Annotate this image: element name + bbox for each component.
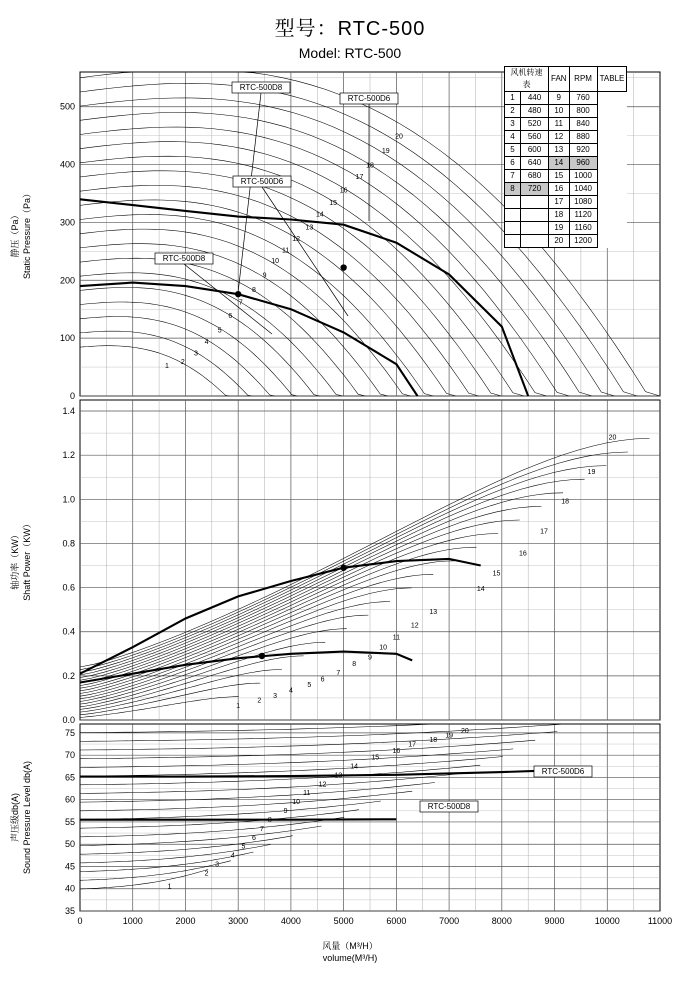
- table-cell-spacer: [597, 157, 627, 170]
- x-tick-label: 9000: [544, 916, 565, 926]
- curve-number-label: 12: [410, 622, 419, 630]
- table-cell: 1000: [569, 170, 597, 183]
- table-cell: [521, 235, 549, 248]
- table-cell: 640: [521, 157, 549, 170]
- curve-number-label: 17: [540, 528, 548, 536]
- y-tick-label: 55: [64, 816, 75, 827]
- curve-number-label: 6: [320, 676, 325, 684]
- table-cell: 1160: [569, 222, 597, 235]
- curve-number-label: 1: [236, 702, 241, 710]
- fan-curve-1: [80, 869, 208, 889]
- table-cell: 4: [505, 131, 521, 144]
- table-cell: 560: [521, 131, 549, 144]
- y-tick-label: 200: [59, 275, 75, 286]
- table-cell: 13: [549, 144, 570, 157]
- y-tick-label: 50: [64, 839, 75, 850]
- curve-number-label: 6: [252, 834, 256, 842]
- y-tick-label: 0.4: [62, 626, 75, 637]
- system-curve-RTC-500D6: [80, 559, 481, 674]
- table-cell: 8: [505, 183, 521, 196]
- fan-curve-14: [80, 156, 524, 396]
- fan-curve-15: [80, 142, 547, 396]
- table-row: [505, 92, 627, 105]
- curve-number-label: 4: [288, 687, 293, 695]
- fan-curve-11: [80, 561, 455, 691]
- y-tick-label: 40: [64, 883, 75, 894]
- curve-number-label: 13: [334, 772, 343, 780]
- curve-number-label: 9: [368, 654, 372, 662]
- curve-number-label: 7: [336, 669, 341, 677]
- model-title-en: Model: RTC-500: [298, 45, 402, 61]
- fan-curve-20: [80, 438, 650, 667]
- y-axis-label-cn: 声压级db(A): [10, 792, 20, 843]
- curve-number-label: 16: [339, 187, 348, 195]
- table-cell-spacer: [597, 196, 627, 209]
- curve-number-label: 5: [217, 327, 222, 335]
- curve-number-label: 3: [215, 861, 220, 869]
- panel-sound-pressure: [9, 724, 672, 926]
- curve-number-label: 20: [395, 133, 403, 141]
- table-cell: 880: [569, 131, 597, 144]
- curve-number-label: 4: [204, 338, 209, 346]
- table-cell-spacer: [597, 170, 627, 183]
- title-block: [0, 0, 700, 61]
- callout-pw-d6: [233, 176, 348, 316]
- table-cell: 17: [549, 196, 570, 209]
- y-axis-label-en: Static Pressure（Pa）: [22, 188, 32, 280]
- curve-number-label: 2: [204, 870, 209, 878]
- table-cell: 920: [569, 144, 597, 157]
- y-tick-label: 0: [69, 391, 75, 401]
- table-cell: 11: [549, 118, 570, 131]
- curve-number-label: 9: [283, 808, 288, 816]
- curve-number-label: 19: [381, 148, 390, 155]
- y-tick-label: 70: [64, 750, 75, 761]
- curve-number-label: 16: [519, 550, 527, 558]
- curve-number-label: 10: [292, 799, 301, 807]
- y-axis-label-cn: 静压（Pa）: [10, 210, 20, 258]
- curve-number-label: 16: [392, 747, 401, 755]
- table-cell: 15: [549, 170, 570, 183]
- table-cell: 600: [521, 144, 549, 157]
- curve-number-label: 3: [194, 350, 198, 358]
- table-row: [505, 131, 627, 144]
- table-cell: [521, 209, 549, 222]
- y-tick-label: 45: [64, 861, 75, 872]
- table-cell: 1080: [569, 196, 597, 209]
- panel-shaft-power: [9, 400, 660, 725]
- curve-number-label: 11: [392, 634, 401, 642]
- curve-number-label: 4: [230, 852, 235, 860]
- system-curve-RTC-500D6: [80, 199, 528, 396]
- callout-snd-d6: [534, 766, 592, 777]
- fan-curve-17: [80, 479, 585, 675]
- table-header-rpm: RPM: [569, 67, 597, 92]
- fan-curve-11: [80, 783, 435, 803]
- fan-curve-10: [80, 791, 412, 811]
- table-row: [505, 235, 627, 248]
- curve-number-label: 13: [429, 609, 438, 617]
- operating-point-RTC-500D8: [259, 653, 265, 659]
- table-cell-spacer: [597, 222, 627, 235]
- y-tick-label: 0.0: [62, 715, 75, 725]
- curve-number-label: 8: [352, 660, 357, 668]
- curve-number-label: 15: [329, 200, 337, 208]
- x-axis-title-cn: 风量（M³/H）: [322, 941, 378, 951]
- fan-curve-16: [80, 493, 563, 678]
- model-title-cn: 型号：RTC-500: [274, 18, 426, 40]
- curve-number-label: 20: [461, 727, 469, 735]
- table-cell: 20: [549, 235, 570, 248]
- table-cell: 16: [549, 183, 570, 196]
- table-cell-spacer: [597, 235, 627, 248]
- table-cell: 1120: [569, 209, 597, 222]
- callout-label: RTC-500D8: [427, 802, 471, 811]
- table-header-cn: 风机转速表: [505, 67, 549, 92]
- y-axis-label-cn: 轴功率（KW）: [10, 530, 20, 590]
- y-tick-label: 65: [64, 772, 75, 783]
- curve-number-label: 14: [476, 585, 485, 593]
- x-tick-label: 3000: [228, 916, 249, 926]
- x-tick-label: 11000: [647, 916, 673, 926]
- x-tick-label: 1000: [122, 916, 143, 926]
- fan-curve-6: [80, 826, 322, 846]
- table-cell: 440: [521, 92, 549, 105]
- curve-number-label: 1: [165, 363, 169, 371]
- y-tick-label: 0.6: [62, 582, 75, 593]
- curve-number-label: 13: [305, 224, 314, 232]
- table-cell: 960: [569, 157, 597, 170]
- callout-label: RTC-500D8: [162, 254, 206, 263]
- x-tick-label: 6000: [386, 916, 407, 926]
- y-tick-label: 1.4: [62, 406, 75, 417]
- fan-curve-12: [80, 185, 479, 396]
- fan-curve-12: [80, 547, 477, 688]
- callout-sp-d8: [232, 82, 290, 293]
- curve-number-label: 6: [228, 312, 233, 320]
- callout-snd-d8: [420, 801, 478, 812]
- table-row: [505, 196, 627, 209]
- y-axis-label-en: Sound Pressure Level db(A): [22, 760, 32, 875]
- y-tick-label: 35: [64, 906, 75, 916]
- x-tick-label: 2000: [175, 916, 196, 926]
- table-cell-spacer: [597, 118, 627, 131]
- table-cell: 14: [549, 157, 570, 170]
- curve-number-label: 2: [257, 697, 262, 705]
- table-row: [505, 209, 627, 222]
- curve-number-label: 18: [366, 162, 374, 170]
- curve-number-label: 18: [561, 498, 569, 506]
- fan-curve-15: [80, 506, 541, 680]
- table-cell: 6: [505, 157, 521, 170]
- table-cell: [505, 235, 521, 248]
- callout-label: RTC-500D6: [347, 94, 391, 103]
- table-cell: 480: [521, 105, 549, 118]
- table-cell: 760: [569, 92, 597, 105]
- x-tick-label: 4000: [280, 916, 301, 926]
- table-cell-spacer: [597, 209, 627, 222]
- x-tick-label: 5000: [333, 916, 354, 926]
- table-cell: 800: [569, 105, 597, 118]
- y-tick-label: 1.0: [62, 494, 75, 505]
- table-cell: [505, 196, 521, 209]
- table-cell: 12: [549, 131, 570, 144]
- table-cell: 1040: [569, 183, 597, 196]
- curve-number-label: 14: [316, 211, 324, 219]
- table-row: [505, 170, 627, 183]
- y-tick-label: 300: [59, 217, 75, 228]
- fan-curve-6: [80, 273, 343, 396]
- curve-number-label: 10: [379, 644, 388, 652]
- fan-curve-7: [80, 258, 365, 396]
- table-cell-spacer: [597, 105, 627, 118]
- table-cell: 840: [569, 118, 597, 131]
- fan-curve-5: [80, 287, 320, 396]
- table-cell: 19: [549, 222, 570, 235]
- curve-number-label: 11: [281, 247, 290, 255]
- system-curve-RTC-500D6: [80, 771, 539, 780]
- curve-number-label: 7: [238, 299, 243, 307]
- table-cell-spacer: [597, 131, 627, 144]
- system-curve-RTC-500D8: [80, 283, 418, 396]
- x-axis-title: [0, 940, 700, 964]
- curve-number-label: 11: [303, 790, 311, 798]
- curve-number-label: 8: [252, 286, 256, 294]
- curve-number-label: 17: [355, 174, 364, 182]
- table-cell-spacer: [597, 144, 627, 157]
- fan-curve-19: [80, 452, 628, 670]
- curve-number-label: 10: [271, 257, 279, 265]
- y-tick-label: 75: [64, 727, 75, 738]
- curve-number-label: 3: [273, 692, 278, 700]
- fan-curve-16: [80, 127, 569, 396]
- y-tick-label: 100: [59, 333, 75, 344]
- y-tick-label: 0.2: [62, 670, 75, 681]
- table-cell: [521, 196, 549, 209]
- callout-label: RTC-500D6: [541, 767, 585, 776]
- table-cell: [505, 222, 521, 235]
- curve-number-label: 18: [429, 736, 438, 744]
- curve-number-label: 5: [241, 843, 246, 851]
- table-cell: 18: [549, 209, 570, 222]
- table-cell: 5: [505, 144, 521, 157]
- fan-curve-19: [80, 724, 616, 733]
- callout-leader: [238, 93, 261, 293]
- curve-number-label: 12: [292, 235, 301, 243]
- table-cell: 7: [505, 170, 521, 183]
- table-row: [505, 222, 627, 235]
- y-tick-label: 1.2: [62, 450, 75, 461]
- curve-number-label: 15: [371, 754, 380, 762]
- curve-number-label: 19: [587, 468, 596, 476]
- curve-number-label: 2: [180, 359, 185, 367]
- curve-number-label: 1: [167, 883, 172, 891]
- table-cell: 2: [505, 105, 521, 118]
- fan-curve-3: [80, 317, 275, 396]
- table-row: [505, 118, 627, 131]
- curve-number-label: 7: [259, 825, 264, 833]
- table-cell: [505, 209, 521, 222]
- curve-number-label: 12: [318, 781, 327, 789]
- y-tick-label: 500: [59, 101, 75, 112]
- x-tick-label: 0: [77, 916, 83, 926]
- callout-label: RTC-500D6: [240, 177, 284, 186]
- table-cell-spacer: [597, 183, 627, 196]
- table-cell: 1: [505, 92, 521, 105]
- fan-curve-1: [80, 697, 239, 718]
- y-axis-label-en: Shaft Power（KW）: [22, 519, 32, 601]
- table-cell: 720: [521, 183, 549, 196]
- curve-number-label: 8: [267, 816, 272, 824]
- table-cell: 3: [505, 118, 521, 131]
- table-row: [505, 157, 627, 170]
- callout-label: RTC-500D8: [239, 83, 283, 92]
- curve-number-label: 14: [350, 763, 359, 771]
- y-tick-label: 0.8: [62, 538, 75, 549]
- y-tick-label: 400: [59, 159, 75, 170]
- table-header-row: [505, 67, 627, 92]
- table-header-fan: FAN: [549, 67, 570, 92]
- table-cell: 680: [521, 170, 549, 183]
- operating-point-RTC-500D6: [340, 264, 346, 270]
- table-cell: 10: [549, 105, 570, 118]
- table-cell-spacer: [597, 92, 627, 105]
- x-tick-label: 10000: [594, 916, 620, 926]
- curve-number-label: 15: [492, 570, 501, 578]
- x-axis-title-en: volume(M³/H): [322, 953, 378, 963]
- curve-number-label: 20: [608, 434, 617, 442]
- fan-curve-5: [80, 642, 325, 707]
- table-row: [505, 105, 627, 118]
- table-row: [505, 183, 627, 196]
- table-cell: 520: [521, 118, 549, 131]
- y-tick-label: 60: [64, 794, 75, 805]
- curve-number-label: 9: [262, 272, 267, 280]
- operating-point-RTC-500D6: [340, 565, 346, 571]
- fan-curve-1: [80, 346, 229, 396]
- table-cell: 1200: [569, 235, 597, 248]
- fan-rpm-table: [504, 66, 627, 248]
- x-tick-label: 7000: [439, 916, 460, 926]
- curve-number-label: 17: [408, 741, 417, 749]
- curve-number-label: 19: [445, 732, 453, 740]
- table-row: [505, 144, 627, 157]
- x-tick-label: 8000: [491, 916, 512, 926]
- curve-number-label: 5: [307, 681, 312, 689]
- table-cell: 9: [549, 92, 570, 105]
- table-cell: [521, 222, 549, 235]
- table-header-table: TABLE: [597, 67, 627, 92]
